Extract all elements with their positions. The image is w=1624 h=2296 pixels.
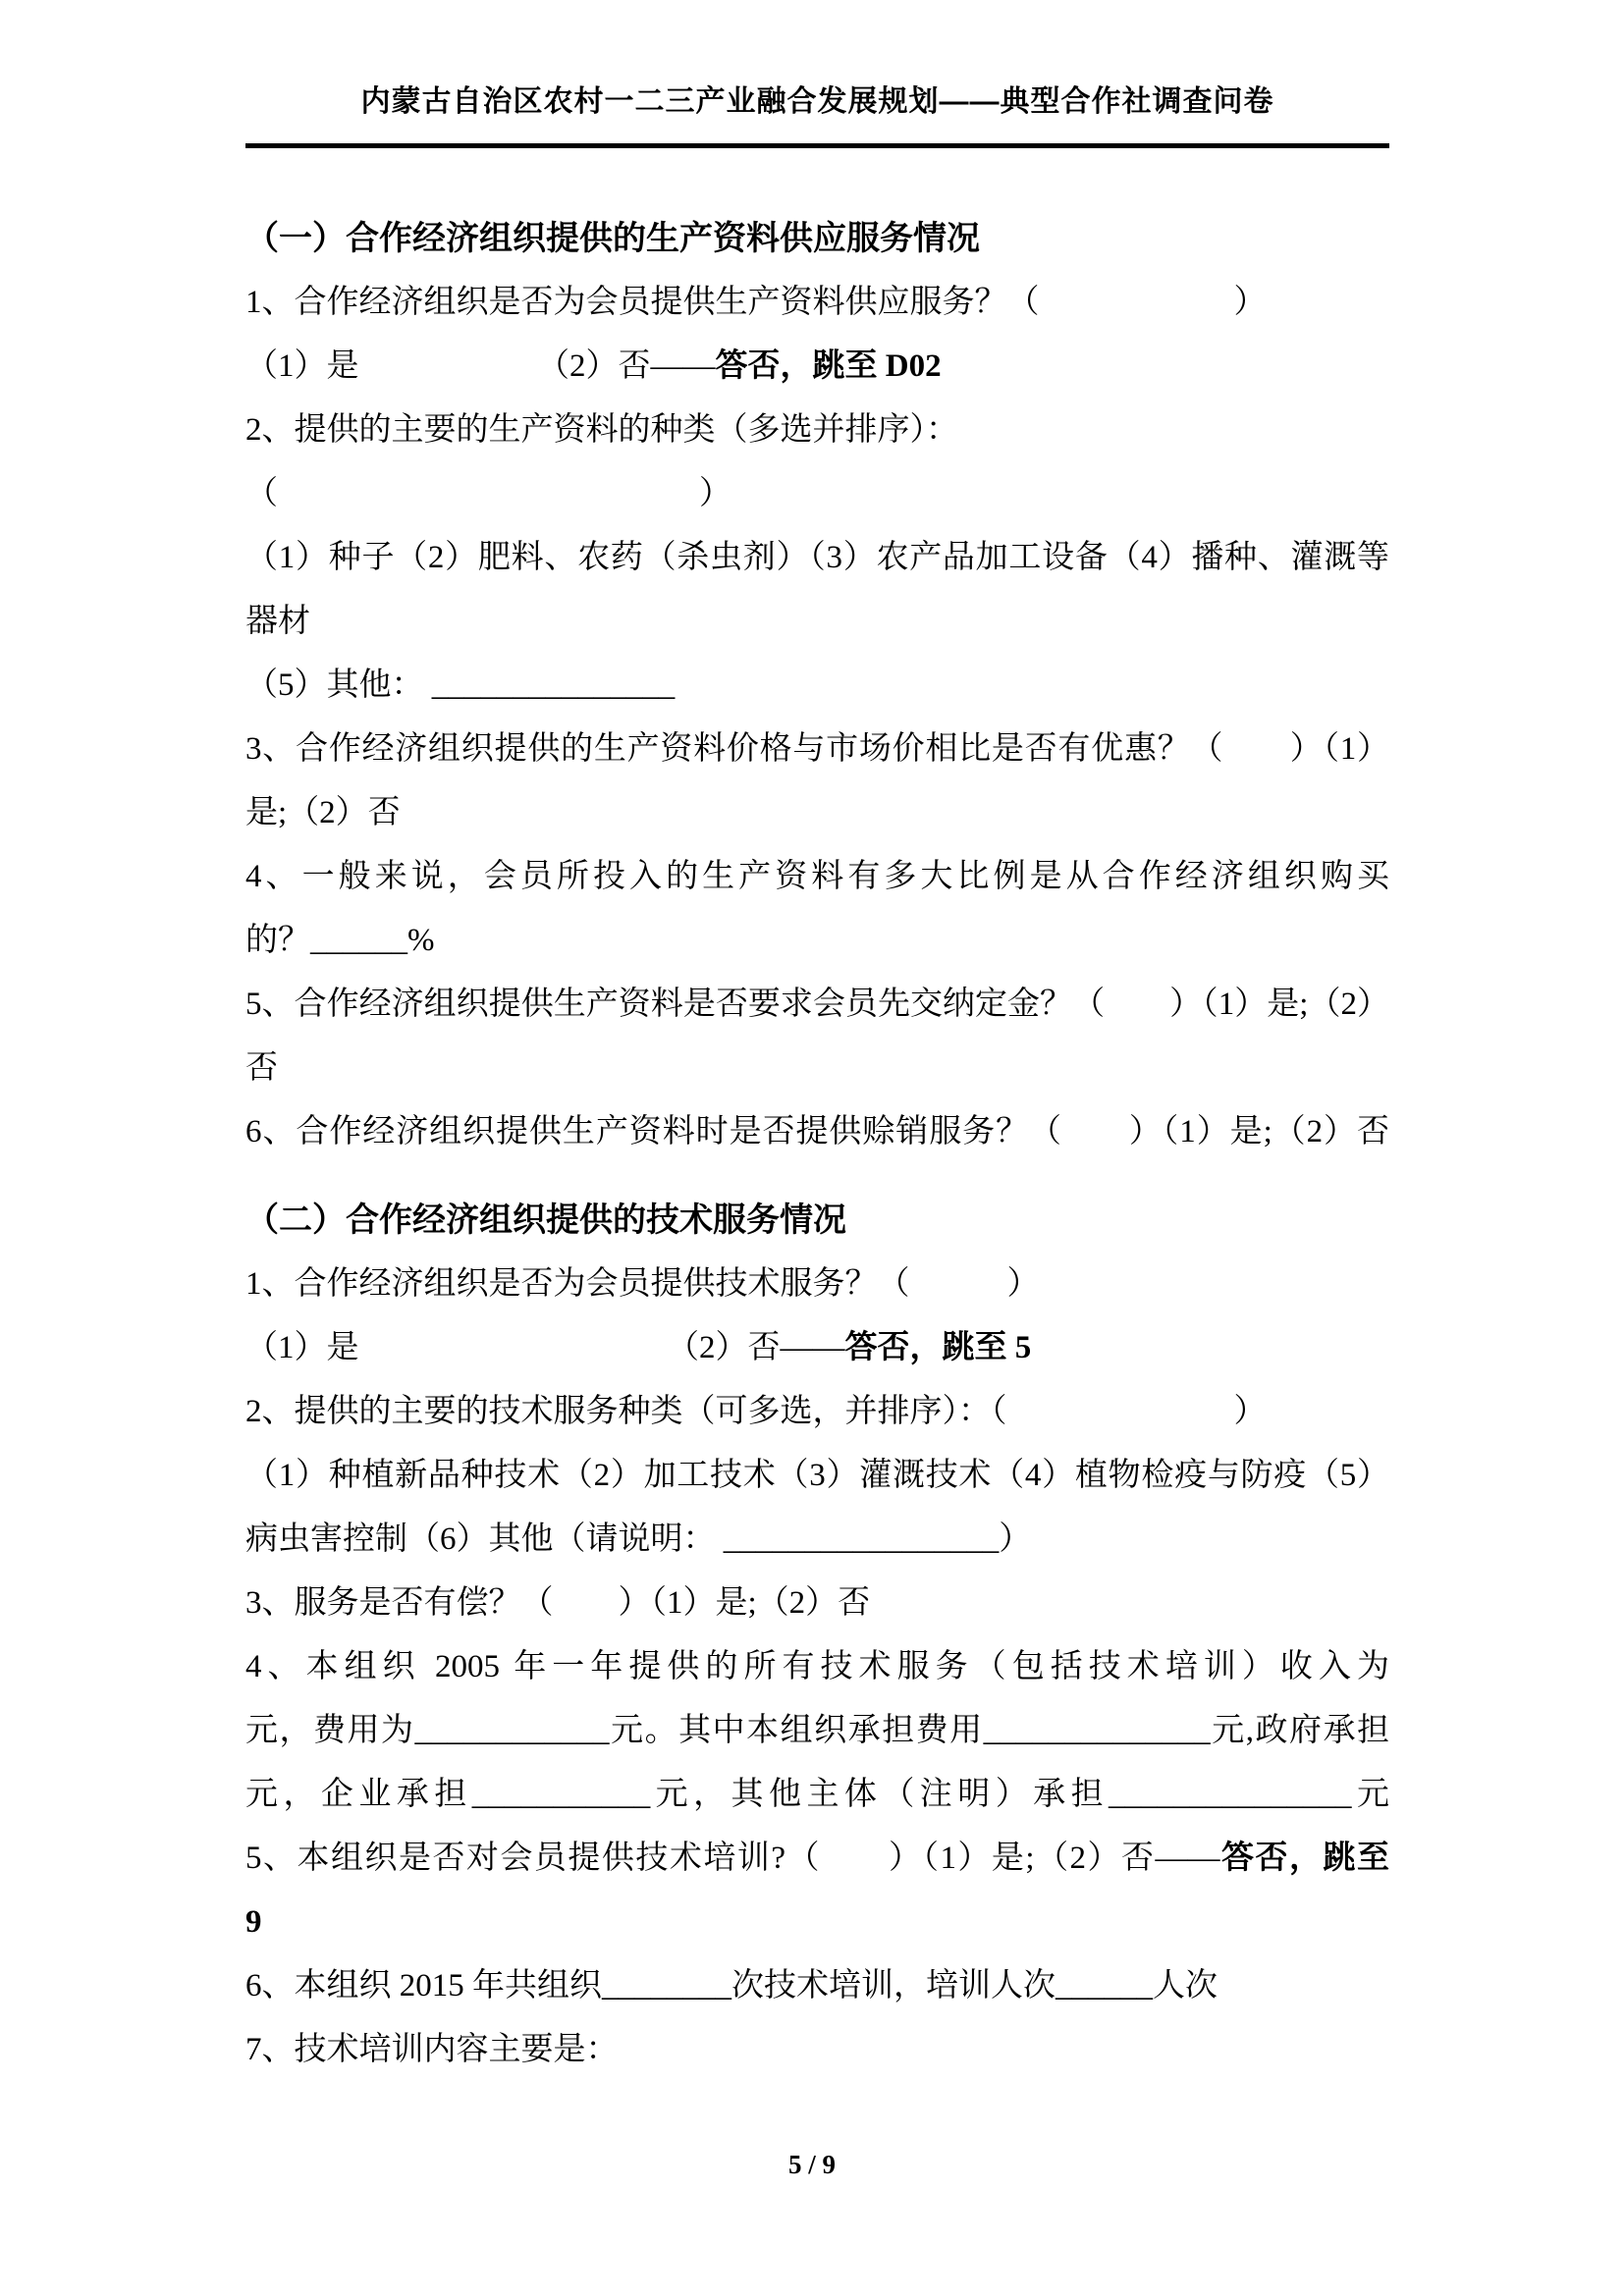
text-line (245, 399, 1389, 526)
text: 元，费用为____________元。其中本组织承担费用______________元,政府承担 (245, 1713, 1389, 1748)
text-line (245, 1954, 1389, 2018)
text: 6、合作经济组织提供生产资料时是否提供赊销服务？（ ）（1）是;（2）否 (245, 1114, 1389, 1149)
text: 病虫害控制（6）其他（请说明： _________________） (245, 1522, 1032, 1557)
text-line (245, 973, 1389, 1037)
text: 2、提供的主要的生产资料的种类（多选并排序）：（ ） (245, 412, 958, 511)
text: 3、服务是否有偿？（ ）（1）是;（2）否 (245, 1585, 871, 1621)
text: （5）其他： _______________ (245, 667, 676, 703)
text-line (245, 1699, 1389, 1763)
text-line (245, 845, 1389, 909)
text: 7、技术培训内容主要是： (245, 2032, 619, 2067)
text: （1）是 （2）否—— (245, 348, 716, 384)
bold-text: 答否，跳至 5 (844, 1330, 1032, 1365)
text-line (245, 1827, 1389, 1891)
section-2-heading: （二）合作经济组织提供的技术服务情况 (245, 1201, 846, 1239)
section-1-supply-services (245, 271, 1389, 1164)
text-line (245, 909, 1389, 973)
text-line (245, 1253, 1389, 1316)
document-body (0, 207, 1624, 2082)
text: （1）种子（2）肥料、农药（杀虫剂）（3）农产品加工设备（4）播种、灌溉等 (245, 540, 1389, 575)
text: 4、本组织 2005 年一年提供的所有技术服务（包括技术培训）收入为 (245, 1649, 1389, 1684)
document-title: 内蒙古自治区农村一二三产业融合发展规划——典型合作社调查问卷 (360, 85, 1274, 118)
text-line (245, 781, 1389, 845)
text-line (245, 335, 1389, 399)
text-line (245, 1508, 1389, 1572)
text: 是;（2）否 (245, 795, 401, 830)
text-line (245, 1891, 1389, 1954)
page-number: 5 / 9 (787, 2150, 836, 2179)
text: 1、合作经济组织是否为会员提供生产资料供应服务？（ ） (245, 285, 1267, 320)
text-line (245, 1572, 1389, 1635)
text: 否 (245, 1050, 278, 1086)
text-line (245, 1100, 1389, 1164)
text: 元，企业承担___________元，其他主体（注明）承担_______________元 (245, 1777, 1389, 1812)
text-line (245, 526, 1389, 590)
text-line (245, 654, 1389, 718)
text-line (245, 590, 1389, 654)
text: 6、本组织 2015 年共组织________次技术培训，培训人次______人次 (245, 1968, 1218, 2003)
text: 1、合作经济组织是否为会员提供技术服务？（ ） (245, 1266, 1040, 1302)
text: （1）是 （2）否—— (245, 1330, 845, 1365)
text: （1）种植新品种技术（2）加工技术（3）灌溉技术（4）植物检疫与防疫（5） (245, 1458, 1390, 1493)
section-2-technical-services (245, 1253, 1389, 2082)
text: 5、本组织是否对会员提供技术培训?（ ）（1）是;（2）否—— (245, 1841, 1220, 1876)
text-line (245, 2018, 1389, 2082)
text: 4、一般来说，会员所投入的生产资料有多大比例是从合作经济组织购买 (245, 859, 1389, 894)
document-header (245, 0, 1389, 148)
text-line (245, 1380, 1389, 1444)
bold-text: 9 (245, 1904, 262, 1940)
section-1-heading: （一）合作经济组织提供的生产资料供应服务情况 (245, 220, 980, 257)
bold-text: 答否，跳至 (1219, 1841, 1390, 1876)
text-line (245, 1635, 1389, 1699)
text: 3、合作经济组织提供的生产资料价格与市场价相比是否有优惠？（ ）（1） (245, 731, 1389, 767)
text: 的？______% (245, 923, 435, 958)
text-line (245, 271, 1389, 335)
text: 器材 (245, 604, 310, 639)
text-line (245, 1444, 1389, 1508)
text-line (245, 1037, 1389, 1100)
bold-text: 答否，跳至 D02 (715, 348, 942, 384)
text-line (245, 718, 1389, 781)
text-line (245, 1763, 1389, 1827)
text: 2、提供的主要的技术服务种类（可多选，并排序）：（ ） (245, 1394, 1267, 1429)
text-line (245, 1316, 1389, 1380)
text: 5、合作经济组织提供生产资料是否要求会员先交纳定金？（ ）（1）是;（2） (245, 987, 1389, 1022)
